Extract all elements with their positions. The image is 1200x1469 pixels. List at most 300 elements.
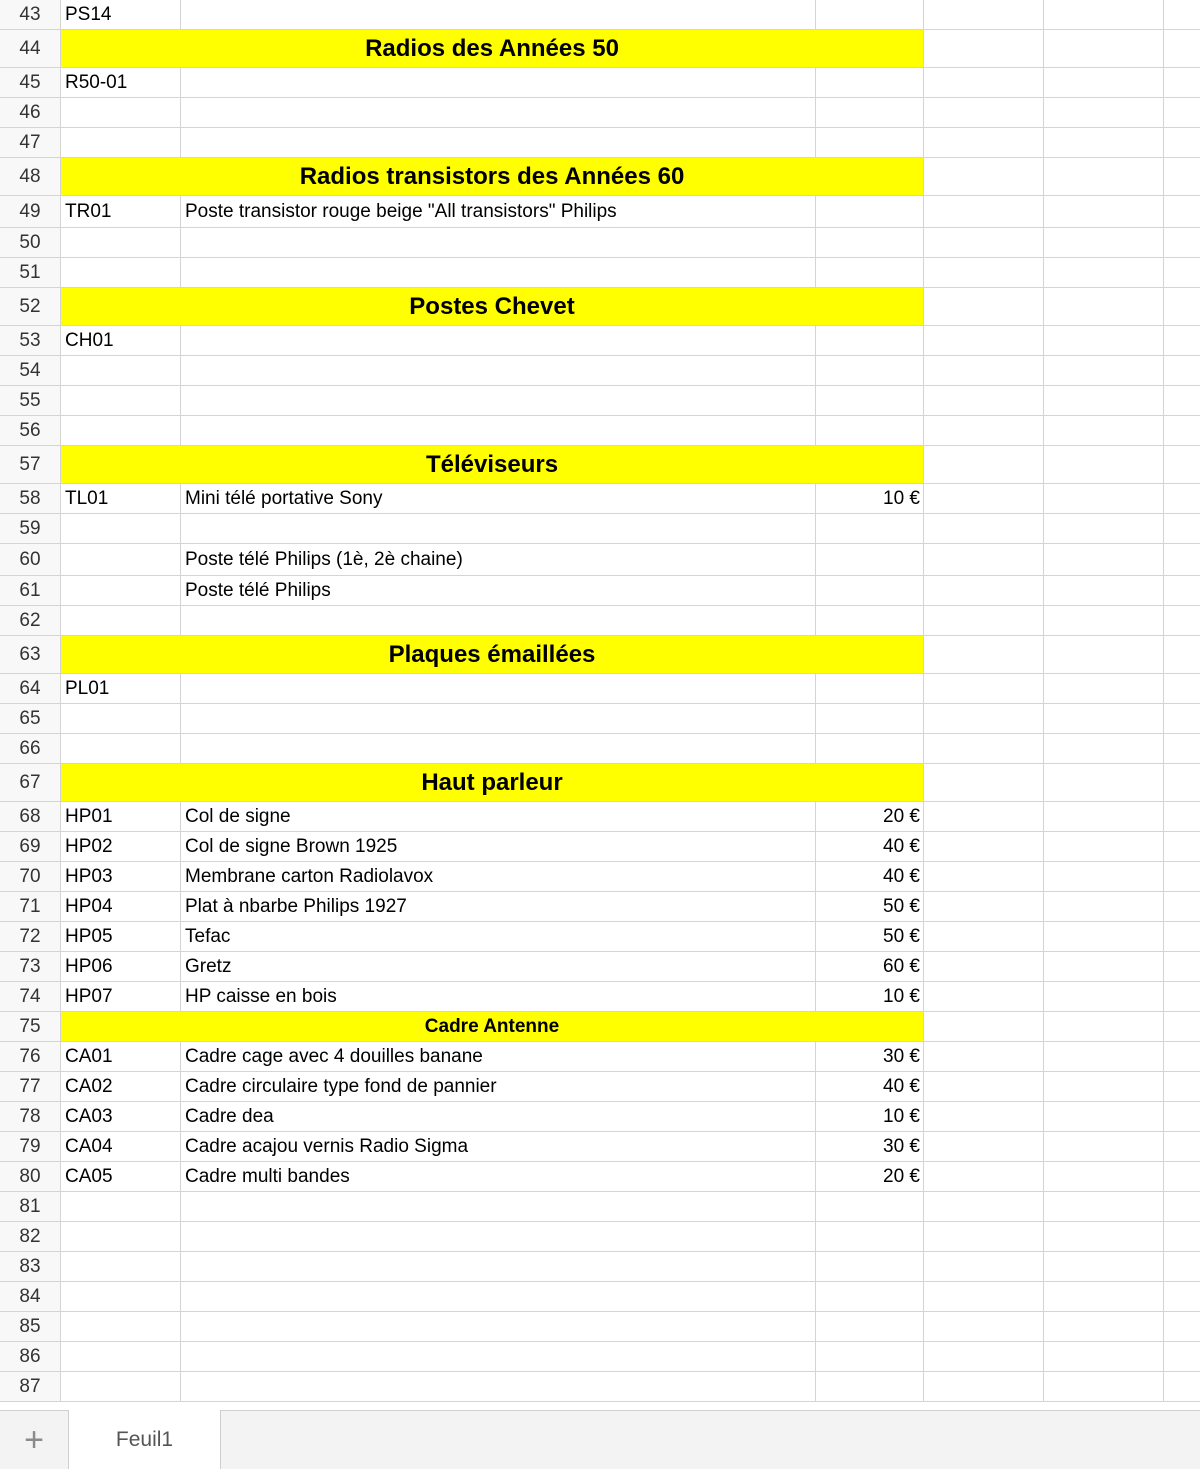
price-cell[interactable]	[816, 1312, 924, 1342]
row-header[interactable]: 71	[0, 892, 61, 922]
description-cell[interactable]: Tefac	[181, 922, 816, 952]
section-header-cell[interactable]: Cadre Antenne	[61, 1012, 924, 1042]
empty-cell[interactable]	[924, 544, 1044, 576]
empty-cell[interactable]	[924, 1102, 1044, 1132]
empty-cell[interactable]	[1164, 196, 1200, 228]
empty-cell[interactable]	[924, 514, 1044, 544]
price-cell[interactable]	[816, 326, 924, 356]
empty-cell[interactable]	[1164, 1162, 1200, 1192]
description-cell[interactable]: Cadre multi bandes	[181, 1162, 816, 1192]
price-cell[interactable]	[816, 258, 924, 288]
row-header[interactable]: 52	[0, 288, 61, 326]
price-cell[interactable]	[816, 1372, 924, 1402]
row-header[interactable]: 51	[0, 258, 61, 288]
code-cell[interactable]: CH01	[61, 326, 181, 356]
empty-cell[interactable]	[1044, 446, 1164, 484]
description-cell[interactable]	[181, 704, 816, 734]
row-header[interactable]: 83	[0, 1252, 61, 1282]
code-cell[interactable]: HP04	[61, 892, 181, 922]
empty-cell[interactable]	[924, 196, 1044, 228]
description-cell[interactable]	[181, 514, 816, 544]
row-header[interactable]: 63	[0, 636, 61, 674]
empty-cell[interactable]	[1044, 922, 1164, 952]
empty-cell[interactable]	[1164, 128, 1200, 158]
empty-cell[interactable]	[1164, 1252, 1200, 1282]
empty-cell[interactable]	[924, 1072, 1044, 1102]
empty-cell[interactable]	[924, 1162, 1044, 1192]
code-cell[interactable]	[61, 544, 181, 576]
empty-cell[interactable]	[924, 30, 1044, 68]
empty-cell[interactable]	[924, 802, 1044, 832]
description-cell[interactable]: Poste télé Philips	[181, 576, 816, 606]
description-cell[interactable]	[181, 326, 816, 356]
code-cell[interactable]: TR01	[61, 196, 181, 228]
price-cell[interactable]: 10 €	[816, 1102, 924, 1132]
empty-cell[interactable]	[1044, 862, 1164, 892]
empty-cell[interactable]	[1164, 674, 1200, 704]
empty-cell[interactable]	[924, 1132, 1044, 1162]
price-cell[interactable]	[816, 1192, 924, 1222]
empty-cell[interactable]	[924, 1372, 1044, 1402]
description-cell[interactable]: Col de signe	[181, 802, 816, 832]
empty-cell[interactable]	[924, 862, 1044, 892]
section-header-cell[interactable]: Postes Chevet	[61, 288, 924, 326]
empty-cell[interactable]	[924, 128, 1044, 158]
empty-cell[interactable]	[1164, 1132, 1200, 1162]
row-header[interactable]: 74	[0, 982, 61, 1012]
description-cell[interactable]	[181, 674, 816, 704]
row-header[interactable]: 81	[0, 1192, 61, 1222]
section-header-cell[interactable]: Radios des Années 50	[61, 30, 924, 68]
code-cell[interactable]: HP03	[61, 862, 181, 892]
empty-cell[interactable]	[1044, 128, 1164, 158]
row-header[interactable]: 61	[0, 576, 61, 606]
price-cell[interactable]	[816, 674, 924, 704]
price-cell[interactable]	[816, 1252, 924, 1282]
row-header[interactable]: 49	[0, 196, 61, 228]
empty-cell[interactable]	[924, 68, 1044, 98]
price-cell[interactable]	[816, 416, 924, 446]
empty-cell[interactable]	[1044, 1132, 1164, 1162]
empty-cell[interactable]	[924, 0, 1044, 30]
empty-cell[interactable]	[1164, 544, 1200, 576]
row-header[interactable]: 68	[0, 802, 61, 832]
empty-cell[interactable]	[1164, 1222, 1200, 1252]
sheet-tab-feuil1[interactable]	[68, 1410, 221, 1469]
empty-cell[interactable]	[1044, 1012, 1164, 1042]
row-header[interactable]: 48	[0, 158, 61, 196]
empty-cell[interactable]	[1164, 386, 1200, 416]
empty-cell[interactable]	[924, 1192, 1044, 1222]
description-cell[interactable]	[181, 356, 816, 386]
row-header[interactable]: 60	[0, 544, 61, 576]
price-cell[interactable]: 60 €	[816, 952, 924, 982]
price-cell[interactable]: 50 €	[816, 922, 924, 952]
row-header[interactable]: 64	[0, 674, 61, 704]
row-header[interactable]: 84	[0, 1282, 61, 1312]
row-header[interactable]: 56	[0, 416, 61, 446]
row-header[interactable]: 55	[0, 386, 61, 416]
row-header[interactable]: 70	[0, 862, 61, 892]
section-header-cell[interactable]: Téléviseurs	[61, 446, 924, 484]
empty-cell[interactable]	[924, 446, 1044, 484]
empty-cell[interactable]	[924, 576, 1044, 606]
price-cell[interactable]	[816, 68, 924, 98]
code-cell[interactable]: CA04	[61, 1132, 181, 1162]
empty-cell[interactable]	[1044, 1162, 1164, 1192]
description-cell[interactable]	[181, 1342, 816, 1372]
code-cell[interactable]	[61, 1342, 181, 1372]
price-cell[interactable]	[816, 1282, 924, 1312]
price-cell[interactable]	[816, 734, 924, 764]
code-cell[interactable]	[61, 1192, 181, 1222]
empty-cell[interactable]	[1164, 832, 1200, 862]
empty-cell[interactable]	[924, 636, 1044, 674]
description-cell[interactable]	[181, 128, 816, 158]
empty-cell[interactable]	[924, 1012, 1044, 1042]
description-cell[interactable]	[181, 1282, 816, 1312]
empty-cell[interactable]	[1044, 832, 1164, 862]
empty-cell[interactable]	[1164, 862, 1200, 892]
description-cell[interactable]: Poste transistor rouge beige "All transistors" Philips	[181, 196, 816, 228]
empty-cell[interactable]	[1164, 1012, 1200, 1042]
code-cell[interactable]: PL01	[61, 674, 181, 704]
empty-cell[interactable]	[1164, 416, 1200, 446]
code-cell[interactable]: CA05	[61, 1162, 181, 1192]
empty-cell[interactable]	[1164, 982, 1200, 1012]
code-cell[interactable]	[61, 606, 181, 636]
empty-cell[interactable]	[1044, 1252, 1164, 1282]
empty-cell[interactable]	[1164, 446, 1200, 484]
code-cell[interactable]	[61, 1372, 181, 1402]
empty-cell[interactable]	[1044, 1372, 1164, 1402]
section-header-cell[interactable]: Radios transistors des Années 60	[61, 158, 924, 196]
code-cell[interactable]: CA03	[61, 1102, 181, 1132]
price-cell[interactable]	[816, 0, 924, 30]
empty-cell[interactable]	[1044, 228, 1164, 258]
row-header[interactable]: 58	[0, 484, 61, 514]
row-header[interactable]: 45	[0, 68, 61, 98]
empty-cell[interactable]	[1164, 1282, 1200, 1312]
empty-cell[interactable]	[1044, 326, 1164, 356]
price-cell[interactable]: 50 €	[816, 892, 924, 922]
empty-cell[interactable]	[924, 982, 1044, 1012]
price-cell[interactable]: 20 €	[816, 1162, 924, 1192]
empty-cell[interactable]	[1044, 1222, 1164, 1252]
empty-cell[interactable]	[1164, 98, 1200, 128]
empty-cell[interactable]	[1044, 982, 1164, 1012]
row-header[interactable]: 87	[0, 1372, 61, 1402]
row-header[interactable]: 57	[0, 446, 61, 484]
price-cell[interactable]	[816, 576, 924, 606]
row-header[interactable]: 65	[0, 704, 61, 734]
description-cell[interactable]	[181, 68, 816, 98]
empty-cell[interactable]	[1044, 30, 1164, 68]
description-cell[interactable]	[181, 1372, 816, 1402]
empty-cell[interactable]	[924, 288, 1044, 326]
empty-cell[interactable]	[1044, 1072, 1164, 1102]
code-cell[interactable]: TL01	[61, 484, 181, 514]
row-header[interactable]: 73	[0, 952, 61, 982]
code-cell[interactable]: HP07	[61, 982, 181, 1012]
row-header[interactable]: 79	[0, 1132, 61, 1162]
code-cell[interactable]: HP05	[61, 922, 181, 952]
empty-cell[interactable]	[1044, 892, 1164, 922]
empty-cell[interactable]	[1044, 1342, 1164, 1372]
empty-cell[interactable]	[1164, 1342, 1200, 1372]
description-cell[interactable]	[181, 1312, 816, 1342]
empty-cell[interactable]	[1164, 68, 1200, 98]
description-cell[interactable]: Membrane carton Radiolavox	[181, 862, 816, 892]
code-cell[interactable]: HP02	[61, 832, 181, 862]
description-cell[interactable]: Cadre dea	[181, 1102, 816, 1132]
empty-cell[interactable]	[1044, 356, 1164, 386]
code-cell[interactable]	[61, 514, 181, 544]
code-cell[interactable]	[61, 416, 181, 446]
description-cell[interactable]	[181, 734, 816, 764]
description-cell[interactable]: Plat à nbarbe Philips 1927	[181, 892, 816, 922]
empty-cell[interactable]	[1164, 1042, 1200, 1072]
empty-cell[interactable]	[1044, 514, 1164, 544]
price-cell[interactable]	[816, 356, 924, 386]
empty-cell[interactable]	[924, 326, 1044, 356]
empty-cell[interactable]	[924, 356, 1044, 386]
empty-cell[interactable]	[1044, 764, 1164, 802]
empty-cell[interactable]	[924, 764, 1044, 802]
code-cell[interactable]	[61, 128, 181, 158]
empty-cell[interactable]	[1044, 258, 1164, 288]
row-header[interactable]: 53	[0, 326, 61, 356]
row-header[interactable]: 85	[0, 1312, 61, 1342]
empty-cell[interactable]	[1164, 704, 1200, 734]
empty-cell[interactable]	[924, 734, 1044, 764]
empty-cell[interactable]	[924, 258, 1044, 288]
price-cell[interactable]: 40 €	[816, 832, 924, 862]
empty-cell[interactable]	[1164, 576, 1200, 606]
code-cell[interactable]: HP01	[61, 802, 181, 832]
code-cell[interactable]: CA02	[61, 1072, 181, 1102]
row-header[interactable]: 78	[0, 1102, 61, 1132]
empty-cell[interactable]	[1164, 30, 1200, 68]
description-cell[interactable]	[181, 228, 816, 258]
empty-cell[interactable]	[1164, 1102, 1200, 1132]
code-cell[interactable]	[61, 1252, 181, 1282]
empty-cell[interactable]	[924, 1042, 1044, 1072]
empty-cell[interactable]	[1044, 0, 1164, 30]
section-header-cell[interactable]: Plaques émaillées	[61, 636, 924, 674]
row-header[interactable]: 59	[0, 514, 61, 544]
price-cell[interactable]: 40 €	[816, 862, 924, 892]
empty-cell[interactable]	[924, 1252, 1044, 1282]
description-cell[interactable]	[181, 416, 816, 446]
empty-cell[interactable]	[1164, 802, 1200, 832]
empty-cell[interactable]	[924, 1312, 1044, 1342]
empty-cell[interactable]	[1164, 326, 1200, 356]
description-cell[interactable]	[181, 258, 816, 288]
empty-cell[interactable]	[1164, 484, 1200, 514]
code-cell[interactable]	[61, 1222, 181, 1252]
price-cell[interactable]	[816, 228, 924, 258]
description-cell[interactable]	[181, 1222, 816, 1252]
description-cell[interactable]: Col de signe Brown 1925	[181, 832, 816, 862]
empty-cell[interactable]	[1044, 674, 1164, 704]
row-header[interactable]: 43	[0, 0, 61, 30]
price-cell[interactable]	[816, 386, 924, 416]
empty-cell[interactable]	[924, 228, 1044, 258]
empty-cell[interactable]	[1044, 1192, 1164, 1222]
empty-cell[interactable]	[1164, 922, 1200, 952]
empty-cell[interactable]	[1164, 1192, 1200, 1222]
price-cell[interactable]	[816, 128, 924, 158]
price-cell[interactable]: 30 €	[816, 1042, 924, 1072]
row-header[interactable]: 44	[0, 30, 61, 68]
empty-cell[interactable]	[924, 952, 1044, 982]
price-cell[interactable]	[816, 1342, 924, 1372]
price-cell[interactable]: 10 €	[816, 484, 924, 514]
empty-cell[interactable]	[924, 484, 1044, 514]
row-header[interactable]: 50	[0, 228, 61, 258]
empty-cell[interactable]	[1164, 0, 1200, 30]
code-cell[interactable]	[61, 1312, 181, 1342]
add-sheet-button[interactable]	[0, 1411, 68, 1469]
price-cell[interactable]: 30 €	[816, 1132, 924, 1162]
empty-cell[interactable]	[1044, 1042, 1164, 1072]
row-header[interactable]: 82	[0, 1222, 61, 1252]
code-cell[interactable]	[61, 98, 181, 128]
empty-cell[interactable]	[1044, 1282, 1164, 1312]
empty-cell[interactable]	[1164, 606, 1200, 636]
price-cell[interactable]	[816, 1222, 924, 1252]
empty-cell[interactable]	[1044, 68, 1164, 98]
empty-cell[interactable]	[1044, 734, 1164, 764]
empty-cell[interactable]	[1044, 952, 1164, 982]
code-cell[interactable]	[61, 734, 181, 764]
code-cell[interactable]	[61, 386, 181, 416]
price-cell[interactable]: 10 €	[816, 982, 924, 1012]
empty-cell[interactable]	[1044, 636, 1164, 674]
row-header[interactable]: 47	[0, 128, 61, 158]
description-cell[interactable]	[181, 386, 816, 416]
price-cell[interactable]	[816, 196, 924, 228]
empty-cell[interactable]	[924, 1342, 1044, 1372]
price-cell[interactable]	[816, 98, 924, 128]
empty-cell[interactable]	[1044, 1102, 1164, 1132]
empty-cell[interactable]	[1164, 952, 1200, 982]
row-header[interactable]: 72	[0, 922, 61, 952]
empty-cell[interactable]	[1044, 416, 1164, 446]
empty-cell[interactable]	[1044, 98, 1164, 128]
empty-cell[interactable]	[1164, 734, 1200, 764]
description-cell[interactable]	[181, 0, 816, 30]
empty-cell[interactable]	[1044, 484, 1164, 514]
empty-cell[interactable]	[924, 386, 1044, 416]
description-cell[interactable]: Poste télé Philips (1è, 2è chaine)	[181, 544, 816, 576]
row-header[interactable]: 86	[0, 1342, 61, 1372]
empty-cell[interactable]	[1164, 892, 1200, 922]
empty-cell[interactable]	[1044, 802, 1164, 832]
empty-cell[interactable]	[1044, 288, 1164, 326]
empty-cell[interactable]	[1164, 258, 1200, 288]
description-cell[interactable]: Cadre cage avec 4 douilles banane	[181, 1042, 816, 1072]
empty-cell[interactable]	[924, 158, 1044, 196]
description-cell[interactable]: Gretz	[181, 952, 816, 982]
price-cell[interactable]	[816, 606, 924, 636]
row-header[interactable]: 54	[0, 356, 61, 386]
empty-cell[interactable]	[1044, 544, 1164, 576]
empty-cell[interactable]	[1164, 1372, 1200, 1402]
row-header[interactable]: 46	[0, 98, 61, 128]
empty-cell[interactable]	[924, 1282, 1044, 1312]
row-header[interactable]: 69	[0, 832, 61, 862]
description-cell[interactable]: Cadre circulaire type fond de pannier	[181, 1072, 816, 1102]
description-cell[interactable]	[181, 98, 816, 128]
empty-cell[interactable]	[924, 832, 1044, 862]
section-header-cell[interactable]: Haut parleur	[61, 764, 924, 802]
empty-cell[interactable]	[1164, 356, 1200, 386]
description-cell[interactable]	[181, 1192, 816, 1222]
code-cell[interactable]	[61, 228, 181, 258]
row-header[interactable]: 76	[0, 1042, 61, 1072]
row-header[interactable]: 77	[0, 1072, 61, 1102]
code-cell[interactable]	[61, 704, 181, 734]
row-header[interactable]: 62	[0, 606, 61, 636]
price-cell[interactable]: 40 €	[816, 1072, 924, 1102]
price-cell[interactable]	[816, 514, 924, 544]
empty-cell[interactable]	[1164, 288, 1200, 326]
empty-cell[interactable]	[1044, 1312, 1164, 1342]
code-cell[interactable]: PS14	[61, 0, 181, 30]
description-cell[interactable]: Cadre acajou vernis Radio Sigma	[181, 1132, 816, 1162]
row-header[interactable]: 66	[0, 734, 61, 764]
code-cell[interactable]	[61, 356, 181, 386]
row-header[interactable]: 67	[0, 764, 61, 802]
code-cell[interactable]	[61, 576, 181, 606]
empty-cell[interactable]	[924, 892, 1044, 922]
description-cell[interactable]	[181, 606, 816, 636]
empty-cell[interactable]	[924, 704, 1044, 734]
description-cell[interactable]	[181, 1252, 816, 1282]
empty-cell[interactable]	[1164, 158, 1200, 196]
description-cell[interactable]: HP caisse en bois	[181, 982, 816, 1012]
code-cell[interactable]: R50-01	[61, 68, 181, 98]
empty-cell[interactable]	[1044, 158, 1164, 196]
empty-cell[interactable]	[1164, 764, 1200, 802]
empty-cell[interactable]	[1164, 228, 1200, 258]
empty-cell[interactable]	[1164, 1312, 1200, 1342]
code-cell[interactable]: HP06	[61, 952, 181, 982]
empty-cell[interactable]	[924, 416, 1044, 446]
empty-cell[interactable]	[924, 606, 1044, 636]
row-header[interactable]: 75	[0, 1012, 61, 1042]
empty-cell[interactable]	[924, 98, 1044, 128]
empty-cell[interactable]	[924, 674, 1044, 704]
empty-cell[interactable]	[1164, 514, 1200, 544]
description-cell[interactable]: Mini télé portative Sony	[181, 484, 816, 514]
price-cell[interactable]: 20 €	[816, 802, 924, 832]
empty-cell[interactable]	[1044, 386, 1164, 416]
code-cell[interactable]	[61, 1282, 181, 1312]
row-header[interactable]: 80	[0, 1162, 61, 1192]
empty-cell[interactable]	[924, 922, 1044, 952]
empty-cell[interactable]	[1044, 704, 1164, 734]
empty-cell[interactable]	[1044, 196, 1164, 228]
price-cell[interactable]	[816, 704, 924, 734]
code-cell[interactable]	[61, 258, 181, 288]
empty-cell[interactable]	[924, 1222, 1044, 1252]
empty-cell[interactable]	[1164, 636, 1200, 674]
price-cell[interactable]	[816, 544, 924, 576]
empty-cell[interactable]	[1044, 576, 1164, 606]
